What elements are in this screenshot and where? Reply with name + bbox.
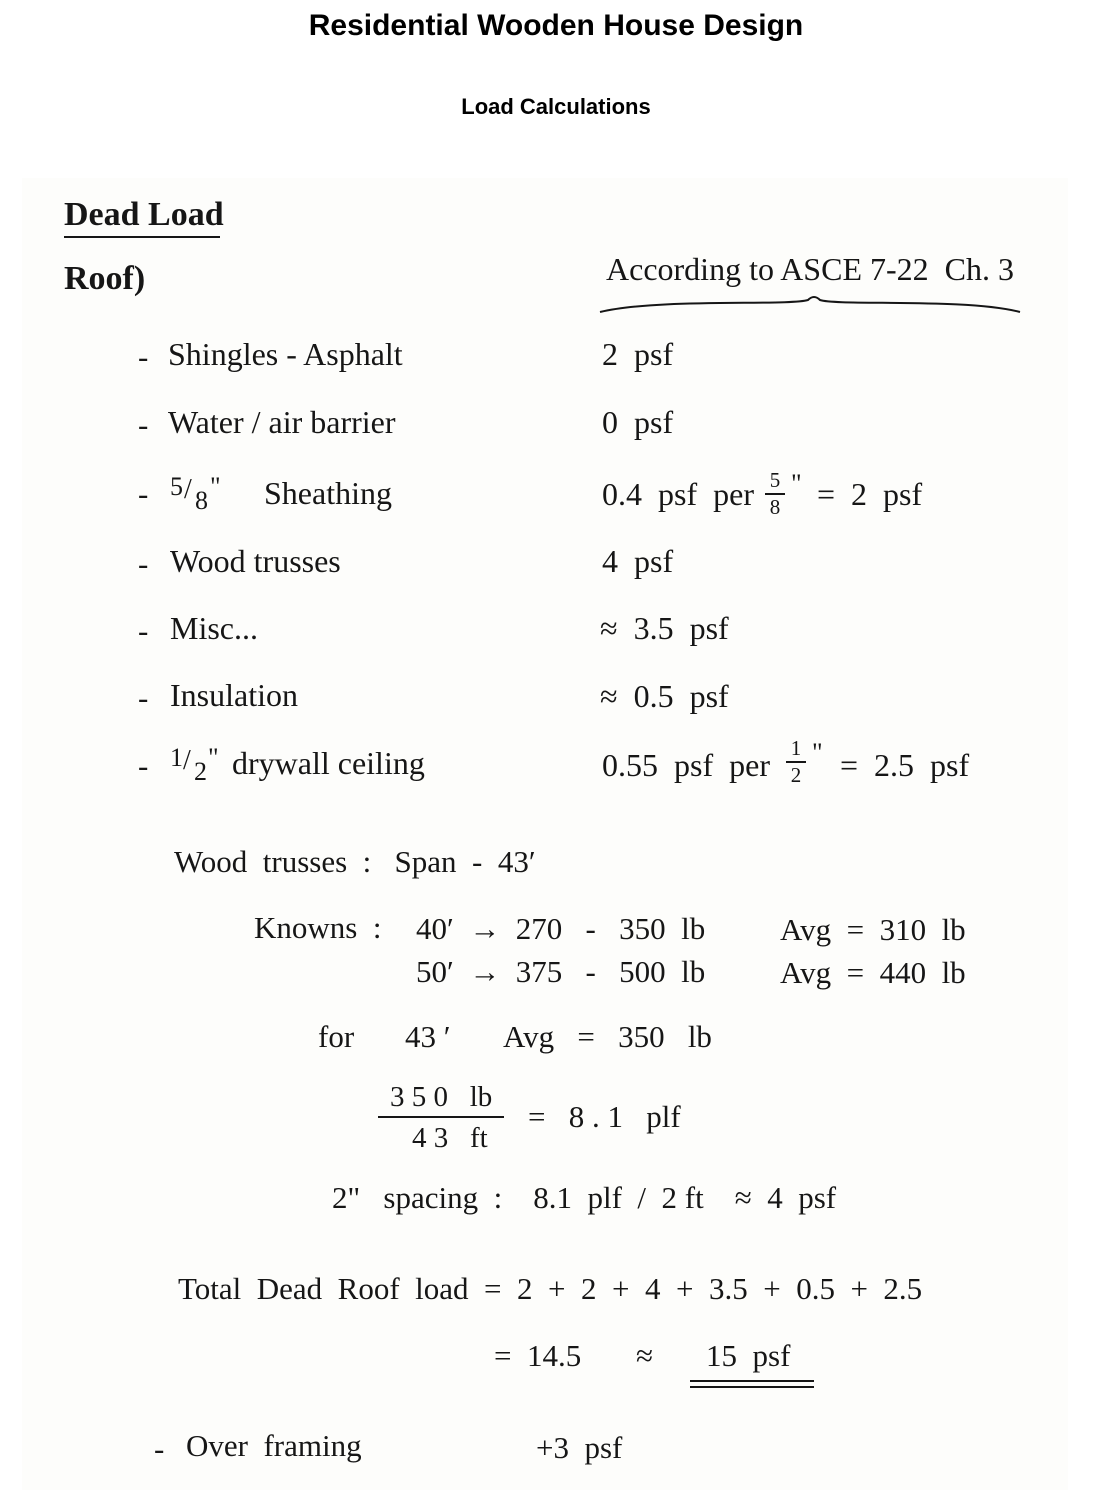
- size-denominator: 2: [194, 757, 207, 786]
- known-calc: 40′ → 270 - 350 lb: [416, 911, 706, 946]
- item-dash: -: [138, 680, 149, 715]
- size-numerator: 5: [170, 472, 183, 501]
- trusses-heading: Wood trusses : Span - 43′: [174, 844, 536, 879]
- known-calc: 50′ → 375 - 500 lb: [416, 954, 706, 989]
- ratio-result: = 8 . 1 plf: [528, 1099, 681, 1134]
- over-framing-label: Over framing: [186, 1428, 362, 1463]
- known-avg: Avg = 440 lb: [780, 955, 966, 990]
- item-dash: -: [138, 407, 149, 442]
- item-dash: -: [138, 546, 149, 581]
- total-sum: = 14.5: [494, 1338, 582, 1373]
- item-dash: -: [138, 339, 149, 374]
- size-numerator: 1: [170, 743, 183, 772]
- item-label: Water / air barrier: [168, 404, 396, 440]
- fraction-numerator: 1: [790, 736, 802, 760]
- ratio-numerator: 3 5 0 lb: [390, 1081, 493, 1113]
- value-fraction: [765, 470, 785, 518]
- for-span: 43 ′: [405, 1019, 451, 1054]
- over-framing-value: +3 psf: [536, 1430, 623, 1465]
- for-label: for: [318, 1019, 355, 1054]
- size-denominator: 8: [195, 486, 208, 515]
- item-value: ≈ 3.5 psf: [600, 610, 729, 646]
- knowns-label: Knowns :: [254, 910, 382, 945]
- item-label: Insulation: [170, 677, 298, 713]
- item-result: = 2 psf: [817, 476, 923, 512]
- for-avg: Avg = 350 lb: [503, 1019, 712, 1054]
- result-underline: [690, 1380, 814, 1382]
- fraction-denominator: 8: [769, 495, 781, 519]
- total-result: 15 psf: [706, 1338, 791, 1373]
- item-label: Wood trusses: [170, 543, 341, 579]
- item-dash: -: [154, 1431, 165, 1466]
- inch-mark: ": [812, 738, 823, 767]
- item-value: ≈ 0.5 psf: [600, 678, 729, 714]
- reference-note: According to ASCE 7-22 Ch. 3: [606, 251, 1014, 287]
- fraction-denominator: 2: [790, 763, 802, 787]
- fraction-numerator: 5: [769, 468, 781, 492]
- page-subtitle: Load Calculations: [461, 94, 651, 119]
- inch-mark: ": [208, 743, 219, 772]
- item-label: Sheathing: [264, 475, 392, 511]
- spacing-calc: 2" spacing : 8.1 plf / 2 ft ≈ 4 psf: [332, 1180, 837, 1215]
- total-line: Total Dead Roof load = 2 + 2 + 4 + 3.5 + 0.5 + 2.5: [178, 1271, 923, 1306]
- item-value: 0.4 psf per: [602, 476, 754, 512]
- reference-brace: [598, 292, 1022, 318]
- item-value: 2 psf: [602, 336, 674, 372]
- roof-subheading: Roof): [64, 260, 146, 297]
- ratio-bar: [378, 1116, 504, 1118]
- item-dash: -: [138, 748, 149, 783]
- value-fraction: [786, 738, 806, 786]
- item-result: = 2.5 psf: [840, 747, 970, 783]
- inch-mark: ": [210, 472, 221, 501]
- item-label: Shingles - Asphalt: [168, 336, 403, 372]
- result-underline: [690, 1386, 814, 1388]
- item-label: drywall ceiling: [232, 745, 425, 781]
- known-avg: Avg = 310 lb: [780, 912, 966, 947]
- page-title: Residential Wooden House Design: [308, 9, 804, 42]
- size-slash: /: [183, 745, 191, 776]
- inch-mark: ": [791, 469, 802, 498]
- item-value: 4 psf: [602, 543, 674, 579]
- item-label: Misc...: [170, 610, 258, 646]
- approx-symbol: ≈: [636, 1338, 654, 1373]
- item-value: 0 psf: [602, 404, 674, 440]
- item-dash: -: [138, 476, 149, 511]
- item-value: 0.55 psf per: [602, 747, 770, 783]
- size-slash: /: [184, 474, 192, 505]
- ratio-denominator: 4 3 ft: [412, 1122, 488, 1154]
- item-dash: -: [138, 613, 149, 648]
- heading-underline: [64, 236, 220, 238]
- section-heading: Dead Load: [64, 196, 224, 233]
